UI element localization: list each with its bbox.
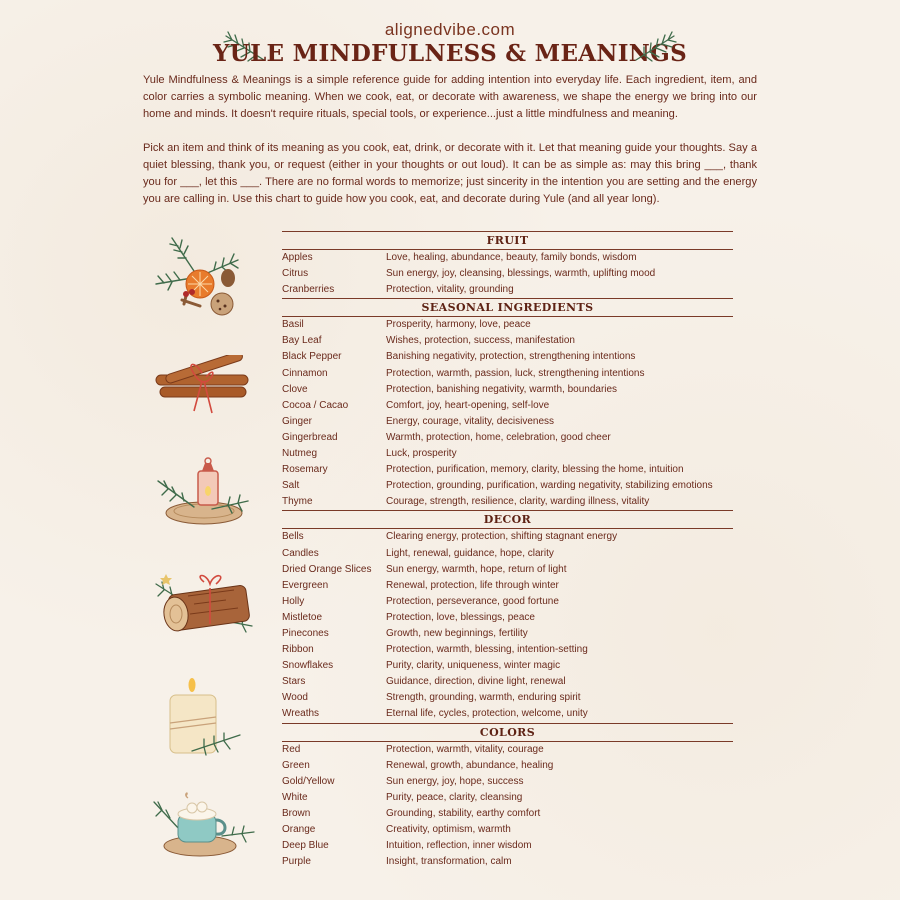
section-fruit — [282, 231, 733, 298]
item-meaning: Wishes, protection, success, manifestation — [386, 335, 575, 347]
item-meaning: Protection, banishing negativity, warmth, boundaries — [386, 383, 618, 395]
item-meaning: Courage, strength, resilience, clarity, warding illness, vitality — [386, 496, 650, 508]
item-meaning: Purity, clarity, uniqueness, winter magic — [386, 660, 561, 672]
section-heading: DECOR — [282, 510, 733, 529]
item-name: Bells — [282, 531, 304, 543]
table-row — [282, 250, 733, 266]
table-row — [282, 317, 733, 333]
table-row — [282, 382, 733, 398]
item-name: Red — [282, 743, 301, 755]
item-name: Basil — [282, 319, 304, 331]
orange-pine-bouquet-illustration — [152, 232, 244, 322]
table-row — [282, 562, 733, 578]
item-name: Black Pepper — [282, 351, 342, 363]
item-meaning: Renewal, growth, abundance, healing — [386, 759, 554, 771]
item-meaning: Guidance, direction, divine light, renewal — [386, 676, 566, 688]
section-heading: FRUIT — [282, 231, 733, 250]
item-meaning: Protection, love, blessings, peace — [386, 611, 535, 623]
meanings-table — [282, 231, 733, 870]
site-url: alignedvibe.com — [384, 20, 516, 39]
item-meaning: Protection, warmth, vitality, courage — [386, 743, 544, 755]
lantern-on-wood-slice-illustration — [154, 457, 252, 529]
item-meaning: Banishing negativity, protection, strengthening intentions — [386, 351, 636, 363]
item-name: Wreaths — [282, 708, 320, 720]
page-title: YULE MINDFULNESS & MEANINGS — [213, 40, 687, 67]
table-row — [282, 578, 733, 594]
item-name: Stars — [282, 676, 306, 688]
section-heading: SEASONAL INGREDIENTS — [282, 298, 733, 317]
yule-log-ribbon-illustration — [154, 570, 254, 640]
table-row — [282, 822, 733, 838]
item-meaning: Warmth, protection, home, celebration, good cheer — [386, 431, 611, 443]
section-colors — [282, 723, 733, 871]
item-meaning: Protection, perseverance, good fortune — [386, 595, 559, 607]
table-row — [282, 626, 733, 642]
item-name: Rosemary — [282, 464, 328, 476]
item-name: Ribbon — [282, 644, 314, 656]
item-meaning: Creativity, optimism, warmth — [386, 824, 511, 835]
item-name: Cinnamon — [282, 367, 328, 379]
item-name: Clove — [282, 383, 308, 395]
cocoa-mug-on-wood-slice-illustration — [152, 792, 256, 860]
item-name: Cocoa / Cacao — [282, 399, 349, 411]
item-name: Citrus — [282, 268, 309, 280]
section-decor — [282, 510, 733, 722]
item-name: Gingerbread — [282, 431, 338, 443]
table-row — [282, 594, 733, 610]
item-name: Pinecones — [282, 627, 329, 639]
item-meaning: Protection, purification, memory, clarity, blessing the home, intuition — [386, 464, 684, 476]
table-row — [282, 742, 733, 758]
table-row — [282, 333, 733, 349]
table-row — [282, 806, 733, 822]
item-meaning: Purity, peace, clarity, cleansing — [386, 791, 523, 803]
item-name: Ginger — [282, 415, 313, 427]
item-meaning: Protection, warmth, blessing, intention-setting — [386, 644, 588, 656]
item-meaning: Intuition, reflection, inner wisdom — [386, 840, 532, 852]
cinnamon-sticks-ribbon-illustration — [154, 355, 250, 417]
item-meaning: Energy, courage, vitality, decisiveness — [386, 415, 555, 427]
item-meaning: Protection, warmth, passion, luck, strengthening intentions — [386, 367, 645, 379]
item-meaning: Protection, vitality, grounding — [386, 284, 514, 296]
table-row — [282, 706, 733, 722]
table-row — [282, 674, 733, 690]
item-meaning: Clearing energy, protection, shifting stagnant energy — [386, 531, 618, 543]
item-meaning: Growth, new beginnings, fertility — [386, 627, 528, 639]
intro-paragraph: Yule Mindfulness & Meanings is a simple reference guide for adding intention into everyday life. Each ingredient, item, and color carries a symbolic meaning. When we cook, eat, or decorate with awareness, we shape the energy we bring into our home and minds. It doesn't require rituals, special tools, or experience...just a little mindfulness and meaning. — [143, 74, 757, 120]
pine-sprig-icon — [632, 30, 678, 66]
item-meaning: Sun energy, joy, cleansing, blessings, warmth, uplifting mood — [386, 268, 656, 280]
table-row — [282, 478, 733, 494]
item-meaning: Grounding, stability, earthy comfort — [386, 807, 541, 819]
table-row — [282, 430, 733, 446]
item-name: Gold/Yellow — [282, 775, 335, 787]
table-row — [282, 529, 733, 545]
table-row — [282, 366, 733, 382]
item-name: Snowflakes — [282, 660, 334, 672]
item-name: Purple — [282, 856, 311, 868]
table-row — [282, 398, 733, 414]
item-name: Evergreen — [282, 579, 329, 591]
item-meaning: Renewal, protection, life through winter — [386, 579, 559, 591]
table-row — [282, 658, 733, 674]
table-row — [282, 758, 733, 774]
item-meaning: Light, renewal, guidance, hope, clarity — [386, 547, 554, 559]
item-name: Thyme — [282, 496, 313, 508]
item-meaning: Eternal life, cycles, protection, welcome, unity — [386, 708, 588, 720]
table-row — [282, 790, 733, 806]
table-row — [282, 494, 733, 510]
table-row — [282, 610, 733, 626]
item-name: Green — [282, 759, 310, 771]
table-row — [282, 462, 733, 478]
item-name: Deep Blue — [282, 840, 329, 852]
table-row — [282, 282, 733, 298]
item-name: White — [282, 791, 308, 803]
item-meaning: Insight, transformation, calm — [386, 856, 512, 868]
table-row — [282, 546, 733, 562]
item-name: Orange — [282, 824, 316, 835]
item-meaning: Luck, prosperity — [386, 448, 457, 460]
table-row — [282, 854, 733, 870]
item-name: Cranberries — [282, 284, 335, 296]
item-meaning: Sun energy, joy, hope, success — [386, 775, 524, 787]
candle-with-pine-illustration — [162, 677, 242, 759]
item-meaning: Sun energy, warmth, hope, return of light — [386, 563, 567, 575]
item-meaning: Comfort, joy, heart-opening, self-love — [386, 399, 550, 411]
table-row — [282, 266, 733, 282]
item-name: Dried Orange Slices — [282, 563, 372, 575]
item-name: Bay Leaf — [282, 335, 322, 347]
item-name: Salt — [282, 480, 300, 492]
section-seasonal-ingredients — [282, 298, 733, 510]
table-row — [282, 774, 733, 790]
instructions-paragraph: Pick an item and think of its meaning as you cook, eat, drink, or decorate with it. Let that meaning guide your thoughts. Say a quiet blessing, thank you, or request (either in your thoughts or out loud). It can be as simple as: may this bring ___, thank you for ___, let this ___. There are no formal words to memorize; just sincerity in the intention you are setting and the energy you are calling in. Use this chart to guide how you cook, eat, and decorate during Yule (and all year long). — [143, 142, 757, 205]
table-row — [282, 446, 733, 462]
table-row — [282, 349, 733, 365]
item-name: Nutmeg — [282, 448, 318, 460]
item-name: Candles — [282, 547, 319, 559]
table-row — [282, 414, 733, 430]
item-meaning: Love, healing, abundance, beauty, family bonds, wisdom — [386, 252, 637, 263]
item-name: Mistletoe — [282, 611, 323, 623]
section-heading: COLORS — [282, 723, 733, 742]
item-name: Holly — [282, 595, 305, 607]
item-name: Apples — [282, 252, 313, 263]
item-meaning: Protection, grounding, purification, warding negativity, stabilizing emotions — [386, 480, 713, 492]
table-row — [282, 838, 733, 854]
item-meaning: Prosperity, harmony, love, peace — [386, 319, 531, 331]
table-row — [282, 642, 733, 658]
table-row — [282, 690, 733, 706]
item-name: Wood — [282, 692, 308, 704]
item-name: Brown — [282, 807, 311, 819]
item-meaning: Strength, grounding, warmth, enduring spirit — [386, 692, 581, 704]
